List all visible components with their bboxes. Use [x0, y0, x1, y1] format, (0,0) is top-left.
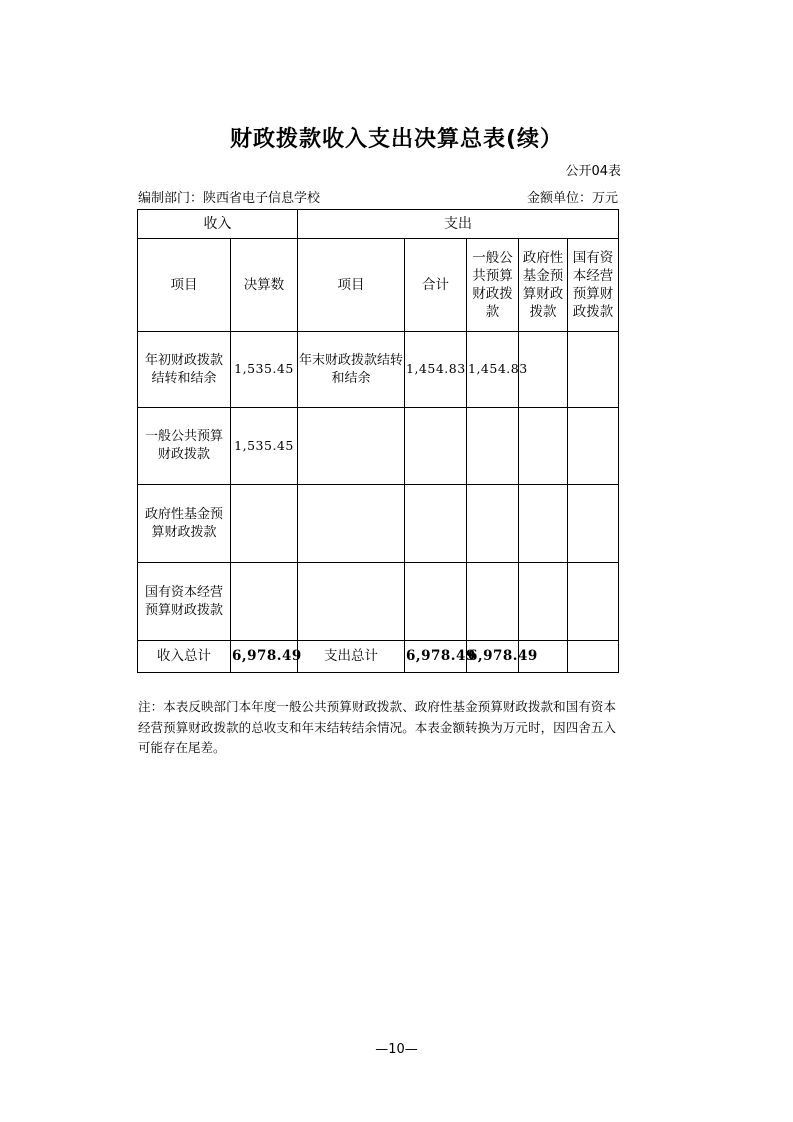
group-header-income: 收入: [138, 210, 298, 239]
cell-exp-general: [467, 485, 519, 563]
cell-income-amount: 1,535.45: [231, 408, 298, 485]
cell-total-income-item: 收入总计: [138, 641, 231, 673]
cell-income-item: 国有资本经营预算财政拨款: [138, 563, 231, 641]
cell-exp-total: [405, 563, 467, 641]
page-number: —10—: [375, 1042, 418, 1057]
column-header-income-item: 项目: [138, 239, 231, 332]
cell-exp-fund: [519, 563, 568, 641]
department-value: 陕西省电子信息学校: [203, 191, 321, 206]
table-footnote: 注：本表反映部门本年度一般公共预算财政拨款、政府性基金预算财政拨款和国有资本经营预算财政拨款的总收支和年末结转结余情况。本表金额转换为万元时，因四舍五入可能存在尾差。: [138, 699, 616, 756]
column-header-exp-capital: 国有资本经营预算财政拨款: [568, 239, 619, 332]
table-row: [138, 485, 619, 563]
cell-income-amount: [231, 563, 298, 641]
cell-income-item: 年初财政拨款结转和结余: [138, 332, 231, 408]
cell-total-exp-general: 6,978.49: [467, 641, 519, 673]
cell-exp-total: [405, 485, 467, 563]
cell-total-exp-capital: [568, 641, 619, 673]
cell-total-exp-total: 6,978.49: [405, 641, 467, 673]
column-header-exp-general: 一般公共预算财政拨款: [467, 239, 519, 332]
table-row: [138, 408, 619, 485]
table-group-header-row: [138, 210, 619, 239]
cell-income-amount: [231, 485, 298, 563]
cell-exp-general: [467, 408, 519, 485]
column-header-exp-item: 项目: [298, 239, 405, 332]
table-total-row: [138, 641, 619, 673]
column-header-exp-fund: 政府性基金预算财政拨款: [519, 239, 568, 332]
cell-total-income-amount: 6,978.49: [231, 641, 298, 673]
department-label: 编制部门：: [138, 191, 204, 206]
table-row: [138, 563, 619, 641]
page-title: 财政拨款收入支出决算总表(续）: [229, 127, 564, 152]
column-header-income-amount: 决算数: [231, 239, 298, 332]
cell-exp-total: 1,454.83: [405, 332, 467, 408]
cell-exp-capital: [568, 485, 619, 563]
cell-exp-fund: [519, 408, 568, 485]
cell-exp-general: [467, 563, 519, 641]
budget-table: [137, 209, 619, 673]
cell-exp-total: [405, 408, 467, 485]
cell-exp-item: 年末财政拨款结转和结余: [298, 332, 405, 408]
cell-exp-item: [298, 563, 405, 641]
cell-income-amount: 1,535.45: [231, 332, 298, 408]
cell-exp-capital: [568, 408, 619, 485]
table-column-header-row: [138, 239, 619, 332]
cell-exp-item: [298, 485, 405, 563]
meta-row: [138, 187, 618, 206]
column-header-exp-total: 合计: [405, 239, 467, 332]
cell-exp-capital: [568, 332, 619, 408]
cell-exp-fund: [519, 485, 568, 563]
cell-exp-general: 1,454.83: [467, 332, 519, 408]
cell-exp-capital: [568, 563, 619, 641]
table-row: [138, 332, 619, 408]
form-code: 公开04表: [565, 164, 621, 179]
cell-exp-item: [298, 408, 405, 485]
cell-total-exp-item: 支出总计: [298, 641, 405, 673]
department-info: [138, 187, 320, 206]
amount-unit-label: 金额单位：万元: [526, 191, 618, 206]
group-header-expenditure: 支出: [298, 210, 619, 239]
cell-income-item: 一般公共预算财政拨款: [138, 408, 231, 485]
cell-income-item: 政府性基金预算财政拨款: [138, 485, 231, 563]
